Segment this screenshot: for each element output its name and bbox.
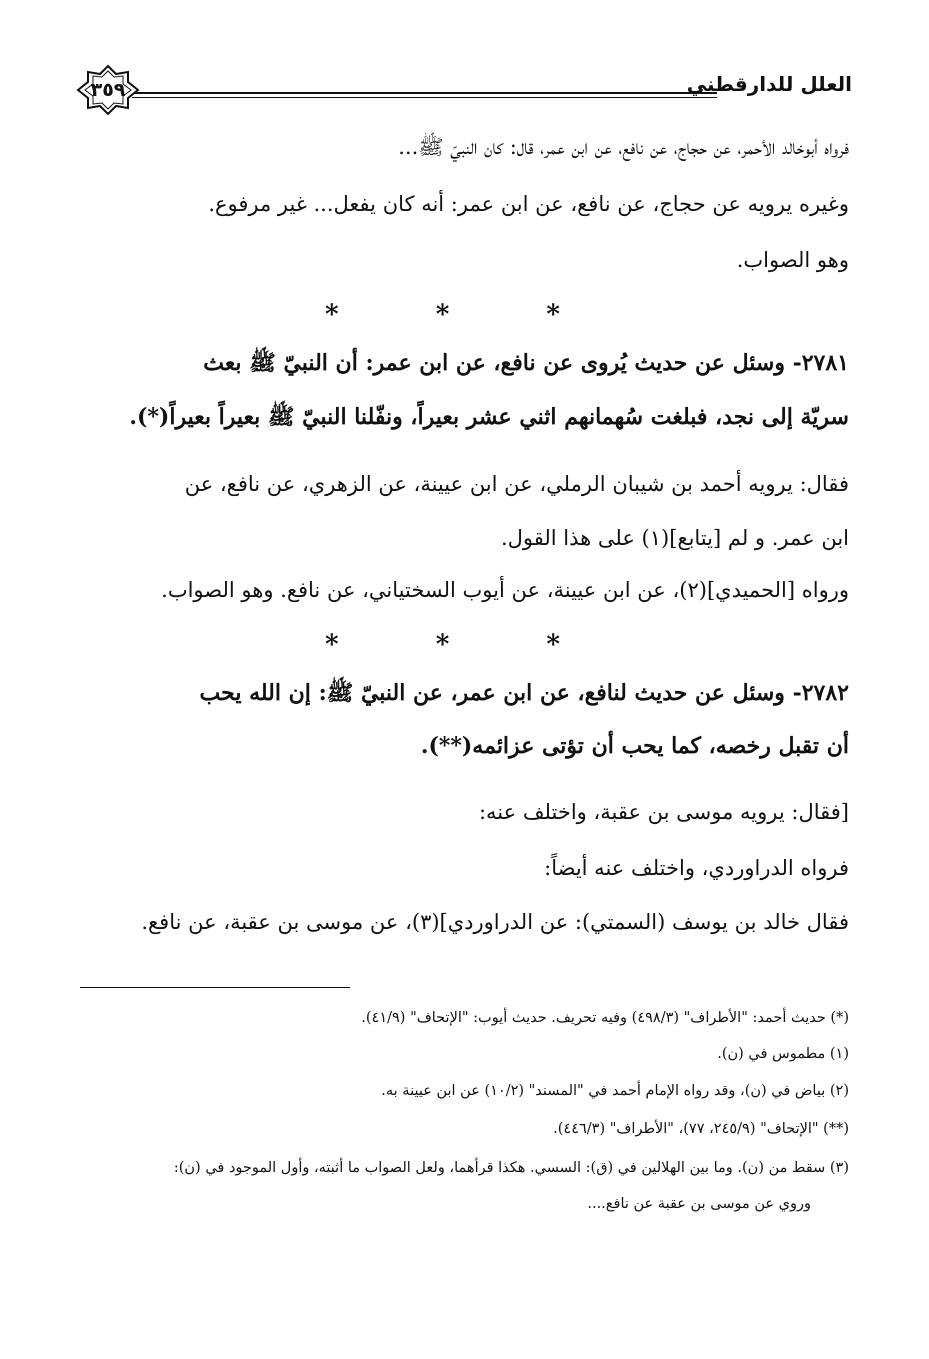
footnote: (٢) بياض في (ن)، وقد رواه الإمام أحمد في "المسند" (١٠/٢) عن ابن عيينة به.: [381, 1083, 849, 1099]
running-title: العلل للدارقطني: [686, 72, 852, 96]
section-separator: * * *: [325, 300, 604, 330]
body-line: ورواه [الحميدي](٢)، عن ابن عيينة، عن أيوب السختياني، عن نافع. وهو الصواب.: [161, 578, 849, 602]
section-separator: * * *: [325, 630, 604, 660]
entry-heading: أن تقبل رخصه، كما يحب أن تؤتى عزائمه(**).: [420, 733, 849, 759]
body-line: فقال: يرويه أحمد بن شيبان الرملي، عن ابن عيينة، عن الزهري، عن نافع، عن: [184, 472, 849, 496]
entry-heading: سريّة إلى نجد، فبلغت سُهمانهم اثني عشر بعيراً، ونفّلنا النبيّ ﷺ بعيراً بعيراً(*).: [129, 404, 849, 430]
body-line: ابن عمر. و لم [يتابع](١) على هذا القول.: [500, 526, 849, 550]
footnote-rule: [80, 987, 350, 988]
body-line: فرواه الدراوردي، واختلف عنه أيضاً:: [544, 856, 849, 880]
footnote: وروي عن موسى بن عقبة عن نافع....: [587, 1196, 811, 1212]
body-line: فقال خالد بن يوسف (السمتي): عن الدراوردي](٣)، عن موسى بن عقبة، عن نافع.: [141, 910, 849, 934]
entry-heading: ٢٧٨٢- وسئل عن حديث لنافع، عن ابن عمر، عن النبيّ ﷺ: إن الله يحب: [199, 680, 849, 706]
page-header: [72, 64, 852, 116]
entry-heading: ٢٧٨١- وسئل عن حديث يُروى عن نافع، عن ابن عمر: أن النبيّ ﷺ بعث: [203, 350, 849, 376]
footnote: (١) مطموس في (ن).: [717, 1046, 849, 1062]
body-line: فرواه أبوخالد الأحمر، عن حجاج، عن نافع، عن ابن عمر، قال: كان النبيّ ﷺ...: [398, 135, 849, 159]
body-line: وغيره يرويه عن حجاج، عن نافع، عن ابن عمر: أنه كان يفعل... غير مرفوع.: [208, 192, 849, 216]
header-rule: [132, 92, 717, 98]
footnote: (٣) سقط من (ن). وما بين الهلالين في (ق): السسي. هكذا قرأهما، ولعل الصواب ما أثبته، وأول الموجود في (ن):: [173, 1160, 849, 1176]
body-line: وهو الصواب.: [736, 248, 849, 272]
footnote: (*) حديث أحمد: "الأطراف" (٤٩٨/٣) وفيه تحريف. حديث أيوب: "الإتحاف" (٤١/٩).: [361, 1010, 849, 1026]
footnote: (**) "الإتحاف" (٢٤٥/٩، ٧٧)، "الأطراف" (٤٤٦/٣).: [553, 1121, 849, 1137]
page-number-badge: [72, 64, 144, 116]
body-line: [فقال: يرويه موسى بن عقبة، واختلف عنه:: [478, 800, 849, 824]
page-number: ٣٥٩: [90, 79, 126, 101]
